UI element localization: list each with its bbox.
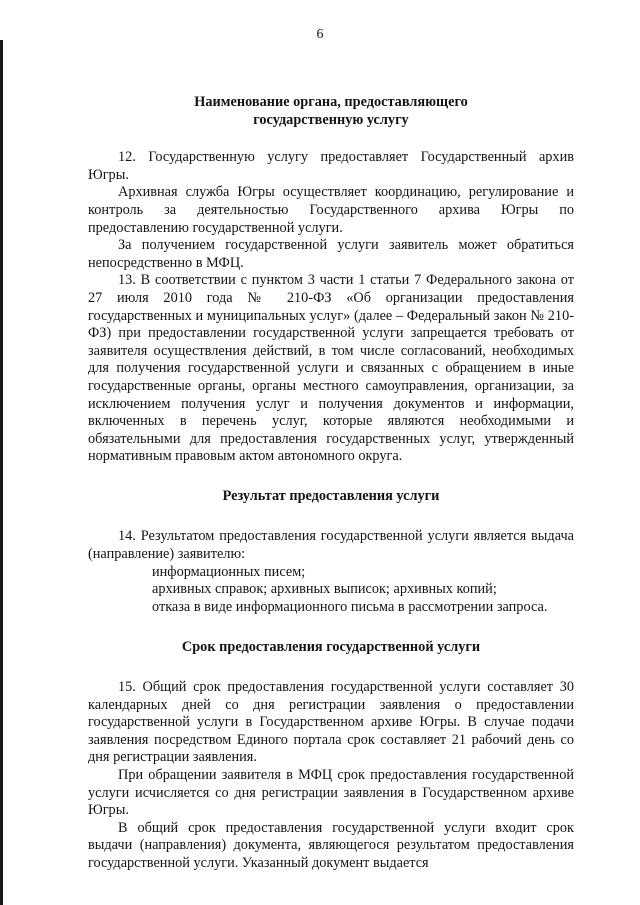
- paragraph-12: 12. Государственную услугу предоставляет Государственный архив Югры.: [88, 149, 574, 183]
- spacer: [88, 72, 574, 94]
- result-list: [88, 564, 574, 617]
- spacer: [88, 505, 574, 528]
- paragraph-total-term: В общий срок предоставления государственной услуги входит срок выдачи (направления) документа, являющегося результатом предоставления государственной услуги. Указанный документ выдается: [88, 819, 574, 871]
- document-body: [88, 72, 574, 873]
- spacer: [88, 466, 574, 488]
- paragraph-15: 15. Общий срок предоставления государственной услуги составляет 30 календарных дней со дня регистрации заявления о предоставлении государственной услуги в Государственном архиве Югры. В случае подачи заявления посредством Единого портала срок составляет 21 рабочий день со дня регистрации заявления.: [88, 679, 574, 766]
- section-heading-line: государственную услугу: [253, 111, 409, 128]
- list-item: архивных справок; архивных выписок; архивных копий;: [152, 581, 497, 598]
- paragraph-archive-service: Архивная служба Югры осуществляет координацию, регулирование и контроль за деятельностью Государственного архива Югры по предоставлению государственной услуги.: [88, 184, 574, 236]
- paragraph-mfc-term: При обращении заявителя в МФЦ срок предоставления государственной услуги исчисляется со дня регистрации заявления в Государственном архиве Югры.: [88, 767, 574, 819]
- section-heading-line: Наименование органа, предоставляющего: [194, 94, 468, 110]
- spacer: [88, 616, 574, 639]
- section-heading-result: Результат предоставления услуги: [222, 487, 440, 504]
- paragraph-mfc: За получением государственной услуги заявитель может обратиться непосредственно в МФЦ.: [88, 237, 574, 271]
- spacer: [88, 129, 574, 149]
- paragraph-14: 14. Результатом предоставления государственной услуги является выдача (направление) заявителю:: [88, 528, 574, 563]
- paragraph-13: 13. В соответствии с пунктом 3 части 1 статьи 7 Федерального закона от 27 июля 2010 года № 210-ФЗ «Об организации предоставления государственных и муниципальных услуг» (далее – Федеральный закон № 210-ФЗ) при предоставлении государственной услуги запрещается требовать от заявителя осуществления действий, в том числе согласований, необходимых для получения государственной услуги и связанных с обращением в иные государственные органы, органы местного самоуправления, организации, за исключением получения услуг и получения документов и информации, включенных в перечень услуг, которые являются необходимыми и обязательными для предоставления государственных услуг, утвержденный нормативным правовым актом автономного округа.: [88, 272, 574, 465]
- page-number: 6: [316, 27, 324, 42]
- list-item: информационных писем;: [152, 563, 306, 580]
- spacer: [88, 657, 574, 679]
- list-item: отказа в виде информационного письма в рассмотрении запроса.: [152, 598, 548, 615]
- section-heading-authority: [88, 94, 574, 129]
- section-heading-term: Срок предоставления государственной услуги: [181, 639, 481, 656]
- scan-edge: [0, 40, 3, 905]
